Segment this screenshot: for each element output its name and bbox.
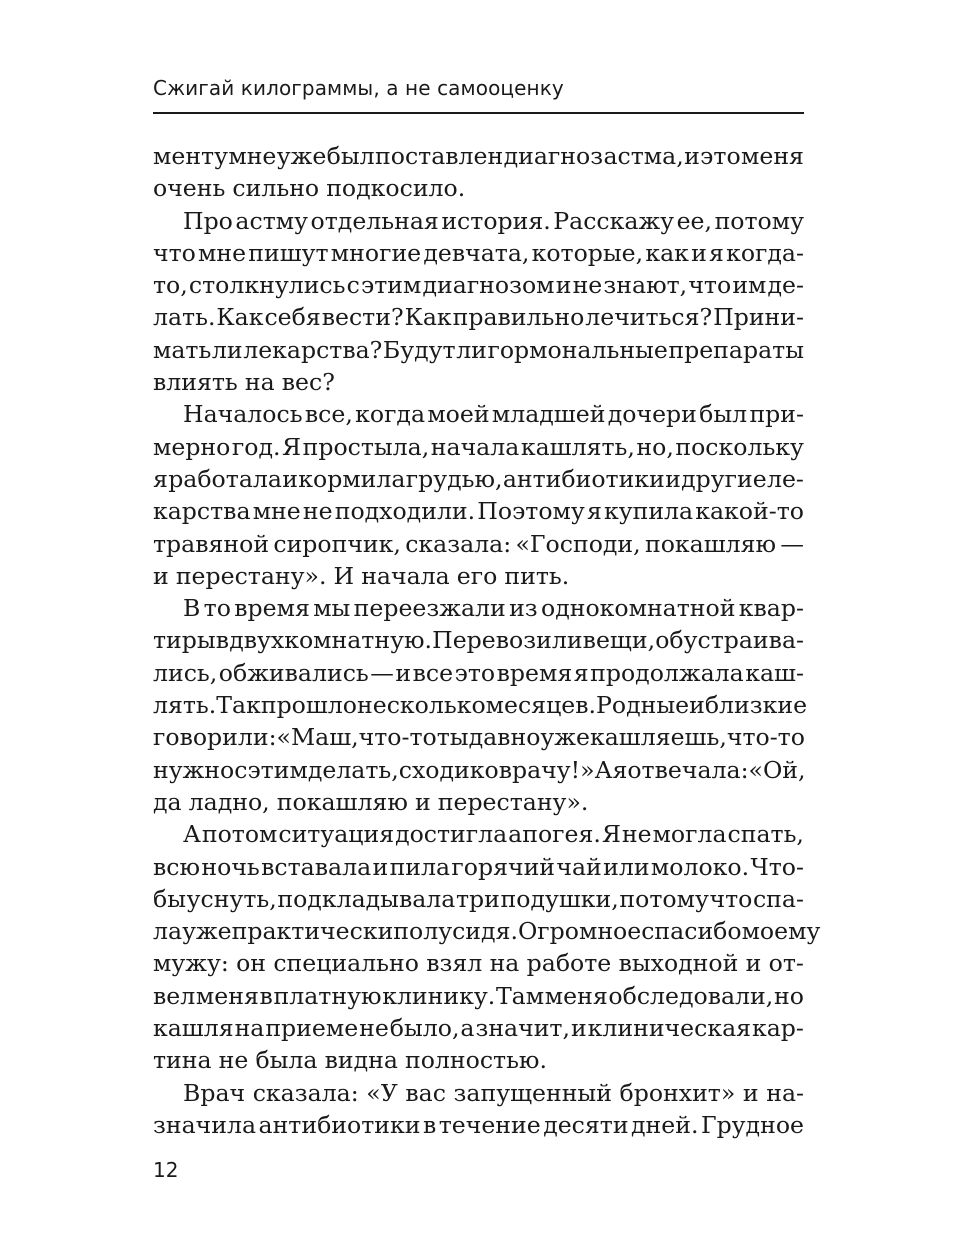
text-line: мерно год. Я простыла, начала кашлять, но, поскольку <box>153 432 804 461</box>
text-line: травяной сиропчик, сказала: «Господи, покашляю — <box>153 529 804 558</box>
text-line: лять. Так прошло несколько месяцев. Родные и близкие <box>153 691 808 720</box>
text-line: карства мне не подходили. Поэтому я купила какой-то <box>153 497 804 526</box>
text-line: всю ночь вставала и пила горячий чай или молоко. Что- <box>153 852 804 881</box>
text-line: бы уснуть, подкладывала три подушки, потому что спа- <box>153 884 804 913</box>
text-line: менту мне уже был поставлен диагноз астма, и это меня <box>153 142 804 170</box>
text-line: Началось все, когда моей младшей дочери был при- <box>183 400 804 429</box>
text-line: ла уже практически полусидя. Огромное спасибо моему <box>153 917 821 946</box>
running-header: Сжигай килограммы, а не самооценку <box>153 76 564 100</box>
text-line: говорили: «Маш, что-то ты давно уже кашляешь, что-то <box>153 723 805 752</box>
text-line: А потом ситуация достигла апогея. Я не могла спать, <box>183 820 804 849</box>
text-line: очень сильно подкосило. <box>153 174 466 203</box>
text-line: тиры в двухкомнатную. Перевозили вещи, обустраива- <box>153 626 804 655</box>
text-line: вел меня в платную клинику. Там меня обследовали, но <box>153 981 804 1010</box>
page-number: 12 <box>153 1158 179 1182</box>
text-line: значила антибиотики в течение десяти дней. Грудное <box>153 1110 804 1139</box>
text-line: нужно с этим делать, сходи ко врачу!» А я отвечала: «Ой, <box>153 755 806 784</box>
text-line: влиять на вес? <box>153 368 335 397</box>
text-line: кашля на приеме не было, а значит, и клиническая кар- <box>153 1014 804 1043</box>
text-line: что мне пишут многие девчата, которые, как и я когда- <box>153 238 804 267</box>
text-line: я работала и кормила грудью, антибиотики и другие ле- <box>153 464 804 493</box>
text-line: да ладно, покашляю и перестану». <box>153 787 589 816</box>
text-line: и перестану». И начала его пить. <box>153 561 570 590</box>
header-rule <box>153 112 804 114</box>
text-line: мужу: он специально взял на работе выходной и от- <box>153 949 804 978</box>
text-line: то, столкнулись с этим диагнозом и не знают, что им де- <box>153 271 804 300</box>
text-line: тина не была видна полностью. <box>153 1046 547 1075</box>
text-line: лись, обживались — и все это время я продолжала каш- <box>153 658 804 687</box>
text-line: В то время мы переезжали из однокомнатной квар- <box>183 594 804 623</box>
text-line: мать ли лекарства? Будут ли гормональные препараты <box>153 335 804 364</box>
text-line: лать. Как себя вести? Как правильно лечиться? Прини- <box>153 303 804 332</box>
text-line: Про астму отдельная история. Расскажу ее, потому <box>183 206 804 235</box>
text-line: Врач сказала: «У вас запущенный бронхит» и на- <box>183 1078 804 1107</box>
body-text <box>153 140 821 1141</box>
